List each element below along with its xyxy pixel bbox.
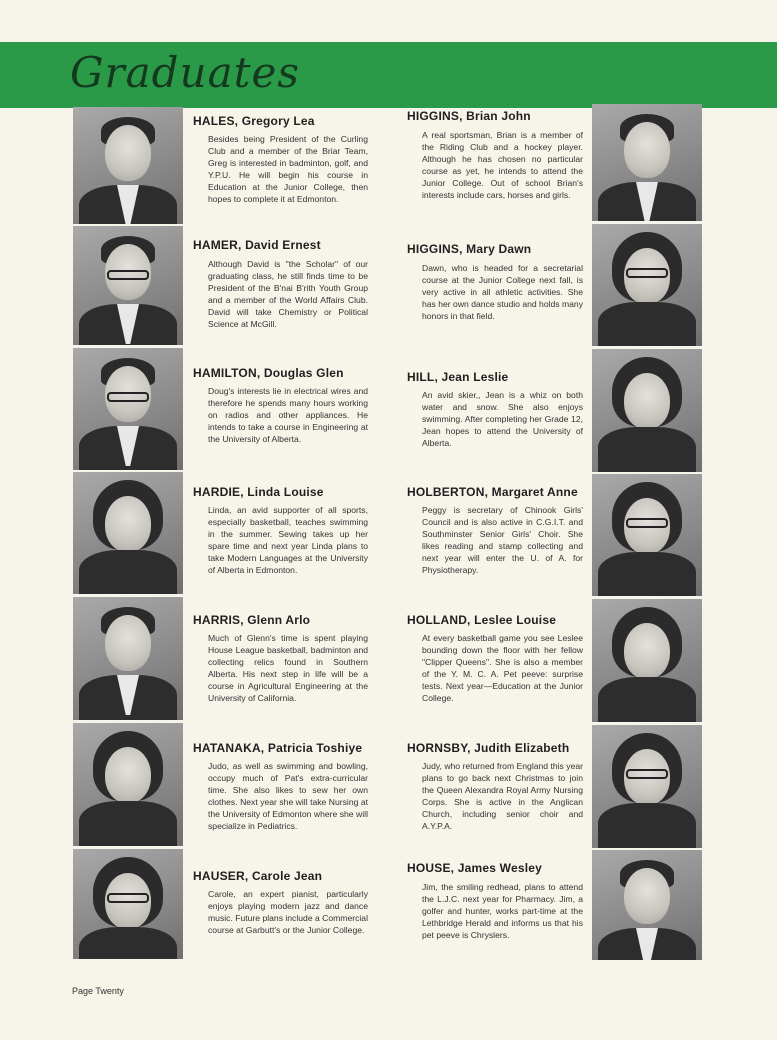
graduate-name: HIGGINS, Brian John — [407, 109, 531, 123]
header-banner — [0, 42, 777, 108]
portrait-photo — [592, 349, 702, 472]
portrait-photo — [73, 597, 183, 720]
graduate-bio: Much of Glenn's time is spent playing House League basketball, badminton and collecting relics found in Southern Alberta. His next step in life will be a course in Agricultural Engineering at the University of California. — [208, 633, 368, 703]
graduate-bio: A real sportsman, Brian is a member of the Riding Club and a hockey player. Although he has chosen no particular course as yet, he intends to attend the Junior College. Out of school Brian's interests include cars, horses and girls. — [422, 130, 583, 200]
graduate-name: HORNSBY, Judith Elizabeth — [407, 741, 570, 755]
graduate-name: HARRIS, Glenn Arlo — [193, 613, 311, 627]
graduate-bio: Carole, an expert pianist, particularly enjoys playing modern jazz and dance music. Future plans include a Commercial course at Garbutt's or the Junior College. — [208, 889, 368, 935]
portrait-photo — [73, 107, 183, 224]
graduate-bio: Judo, as well as swimming and bowling, occupy much of Pat's extra-curricular time. She also likes to sew her own clothes. Next year she will take Nursing at the University of Edmonton where she will specialize in Pediatrics. — [208, 761, 368, 831]
portrait-photo — [73, 472, 183, 594]
portrait-photo — [592, 104, 702, 221]
graduate-name: HARDIE, Linda Louise — [193, 485, 324, 499]
graduate-bio: Doug's interests lie in electrical wires and therefore he spends many hours working on radios and other appliances. He intends to take a course in Engineering at the University of Alberta. — [208, 386, 368, 444]
graduate-name: HOLLAND, Leslee Louise — [407, 613, 557, 627]
portrait-photo — [592, 725, 702, 848]
graduate-bio: Judy, who returned from England this year plans to go back next Christmas to join the Queen Alexandra Royal Army Nursing Corps. She is active in the Anglican Church, including senior choir and A.Y.P.A. — [422, 761, 583, 831]
graduate-bio: An avid skier,, Jean is a whiz on both water and snow. She also enjoys swimming. After completing her Grade 12, Jean hopes to attend the University of Alberta. — [422, 390, 583, 448]
graduate-bio: Dawn, who is headed for a secretarial course at the Junior College next fall, is very active in all athletic activities. She has her own dance studio and holds many honors in that field. — [422, 263, 583, 321]
graduate-name: HAUSER, Carole Jean — [193, 869, 323, 883]
graduate-bio: Although David is "the Scholar" of our graduating class, he still finds time to be President of the B'nai B'rith Youth Group and a member of the World Affairs Club. David will take Chemistry or Political Science at McGill. — [208, 259, 368, 329]
graduate-name: HIGGINS, Mary Dawn — [407, 242, 532, 256]
portrait-photo — [592, 224, 702, 346]
portrait-photo — [73, 849, 183, 959]
graduate-bio: At every basketball game you see Leslee bounding down the floor with her fellow "Clipper Queens". She is also a member of the Y. M. C. A. Pet peeve: surprise tests. Next year—Education at the Junior College. — [422, 633, 583, 703]
portrait-photo — [73, 348, 183, 470]
graduate-name: HAMILTON, Douglas Glen — [193, 366, 344, 380]
graduate-bio: Peggy is secretary of Chinook Girls' Council and is also active in C.G.I.T. and Southminster Senior Girls' Choir. She likes reading and stamp collecting and next year will enter the U. of A. for Physiotherapy. — [422, 505, 583, 575]
page-title: Graduates — [70, 48, 300, 97]
portrait-photo — [592, 850, 702, 960]
page-number: Page Twenty — [72, 986, 124, 996]
portrait-photo — [73, 226, 183, 345]
portrait-photo — [592, 599, 702, 722]
graduate-bio: Besides being President of the Curling Club and a member of the Briar Team, Greg is interested in badminton, golf, and Y.P.U. He will begin his course in Education at the Junior College, then hopes to complete it at Edmonton. — [208, 134, 368, 204]
graduate-bio: Jim, the smiling redhead, plans to attend the L.J.C. next year for Pharmacy. Jim, a golfer and hunter, works part-time at the Lethbridge Herald and informs us that his pet peeve is Chryslers. — [422, 882, 583, 940]
graduate-name: HILL, Jean Leslie — [407, 370, 509, 384]
graduate-name: HATANAKA, Patricia Toshiye — [193, 741, 363, 755]
graduate-name: HAMER, David Ernest — [193, 238, 321, 252]
portrait-photo — [592, 474, 702, 596]
graduate-name: HALES, Gregory Lea — [193, 114, 315, 128]
portrait-photo — [73, 723, 183, 846]
graduate-bio: Linda, an avid supporter of all sports, especially basketball, teaches swimming in the summer. Sewing takes up her spare time and next year Linda plans to take Modern Languages at the University of Alberta in Edmonton. — [208, 505, 368, 575]
graduate-name: HOLBERTON, Margaret Anne — [407, 485, 578, 499]
graduate-name: HOUSE, James Wesley — [407, 861, 542, 875]
